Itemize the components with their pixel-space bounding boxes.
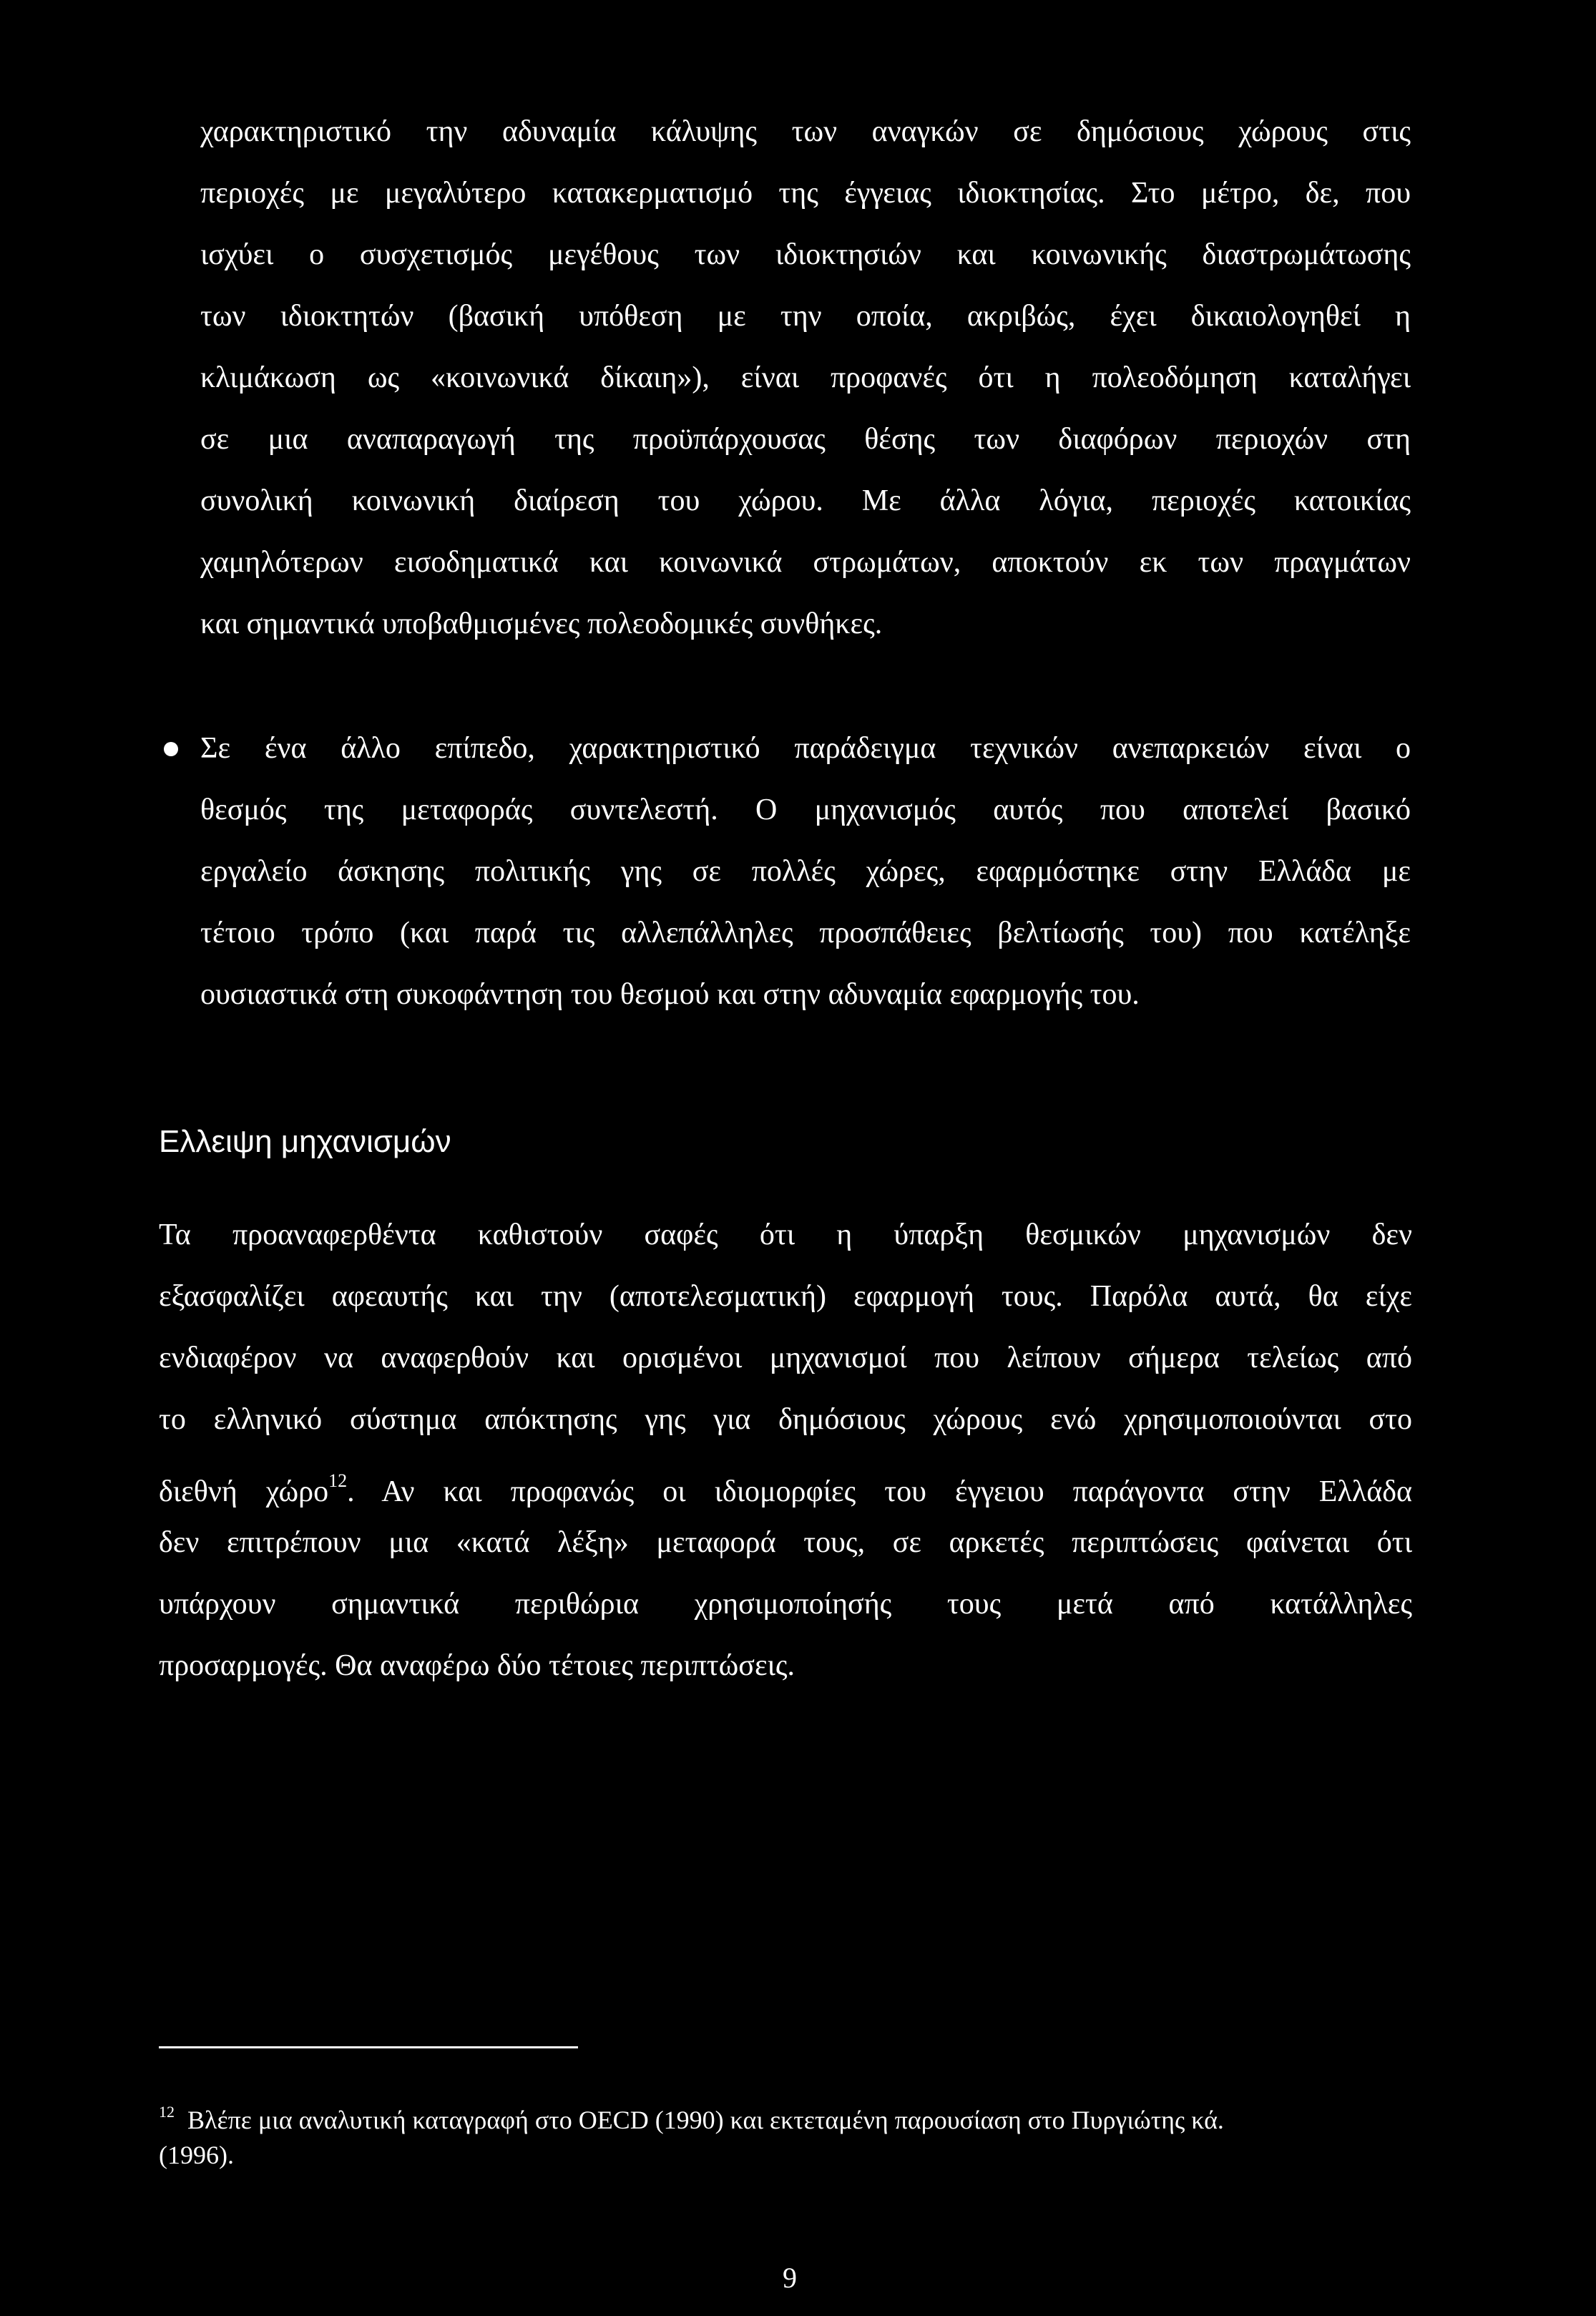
paragraph-line: δεν επιτρέπουν μια «κατά λέξη» μεταφορά τους, σε αρκετές περιπτώσεις φαίνεται ότι <box>159 1526 1412 1559</box>
footnote-text: Βλέπε μια αναλυτική καταγραφή στο OECD (1990) και εκτεταμένη παρουσίαση στο Πυργιώτης κά. <box>187 2106 1224 2134</box>
paragraph-line: κλιμάκωση ως «κοινωνικά δίκαιη»), είναι προφανές ότι η πολεοδόμηση καταλήγει <box>200 361 1411 394</box>
bullet-line: Σε ένα άλλο επίπεδο, χαρακτηριστικό παράδειγμα τεχνικών ανεπαρκειών είναι ο <box>200 732 1411 765</box>
paragraph-line: των ιδιοκτητών (βασική υπόθεση με την οποία, ακριβώς, έχει δικαιολογηθεί η <box>200 300 1411 333</box>
paragraph-line: συνολική κοινωνική διαίρεση του χώρου. Με άλλα λόγια, περιοχές κατοικίας <box>200 484 1411 517</box>
line-text: διεθνή χώρο <box>159 1475 329 1508</box>
section-heading: Ελλειψη μηχανισμών <box>159 1124 451 1159</box>
footnote-line: (1996). <box>159 2141 234 2169</box>
line-text: . Αν και προφανώς οι ιδιομορφίες του έγγειου παράγοντα στην Ελλάδα <box>347 1475 1412 1508</box>
paragraph-line: ισχύει ο συσχετισμός μεγέθους των ιδιοκτησιών και κοινωνικής διαστρωμάτωσης <box>200 238 1411 271</box>
paragraph-line: εξασφαλίζει αφεαυτής και την (αποτελεσματική) εφαρμογή τους. Παρόλα αυτά, θα είχε <box>159 1280 1412 1313</box>
paragraph-line: χαμηλότερων εισοδηματικά και κοινωνικά στρωμάτων, αποκτούν εκ των πραγμάτων <box>200 546 1411 579</box>
paragraph-line: ενδιαφέρον να αναφερθούν και ορισμένοι μηχανισμοί που λείπουν σήμερα τελείως από <box>159 1342 1412 1374</box>
bullet-line: θεσμός της μεταφοράς συντελεστή. Ο μηχανισμός αυτός που αποτελεί βασικό <box>200 793 1411 826</box>
footnote-separator <box>159 2046 578 2048</box>
footnote-reference[interactable]: 12 <box>328 1470 348 1491</box>
paragraph-line-with-footnote-ref <box>159 1462 1412 1510</box>
paragraph-line: το ελληνικό σύστημα απόκτησης γης για δημόσιους χώρους ενώ χρησιμοποιούνται στο <box>159 1403 1412 1436</box>
page-number: 9 <box>783 2262 797 2294</box>
paragraph-line: προσαρμογές. Θα αναφέρω δύο τέτοιες περιπτώσεις. <box>159 1649 795 1682</box>
paragraph-line: Τα προαναφερθέντα καθιστούν σαφές ότι η ύπαρξη θεσμικών μηχανισμών δεν <box>159 1218 1412 1251</box>
bullet-line: εργαλείο άσκησης πολιτικής γης σε πολλές χώρες, εφαρμόστηκε στην Ελλάδα με <box>200 855 1411 888</box>
footnote-marker: 12 <box>159 2103 175 2121</box>
paragraph-line: και σημαντικά υποβαθμισμένες πολεοδομικές συνθήκες. <box>200 607 883 640</box>
paragraph-line: σε μια αναπαραγωγή της προϋπάρχουσας θέσης των διαφόρων περιοχών στη <box>200 423 1411 456</box>
bullet-icon <box>164 742 178 756</box>
bullet-line: ουσιαστικά στη συκοφάντηση του θεσμού και στην αδυναμία εφαρμογής του. <box>200 978 1140 1011</box>
paragraph-line: περιοχές με μεγαλύτερο κατακερματισμό της έγγειας ιδιοκτησίας. Στο μέτρο, δε, που <box>200 177 1411 210</box>
bullet-line: τέτοιο τρόπο (και παρά τις αλλεπάλληλες προσπάθειες βελτίωσής του) που κατέληξε <box>200 917 1411 949</box>
paragraph-line: υπάρχουν σημαντικά περιθώρια χρησιμοποίησής τους μετά από κατάλληλες <box>159 1588 1412 1621</box>
paragraph-line: χαρακτηριστικό την αδυναμία κάλυψης των αναγκών σε δημόσιους χώρους στις <box>200 115 1411 148</box>
footnote-line <box>159 2096 1224 2136</box>
